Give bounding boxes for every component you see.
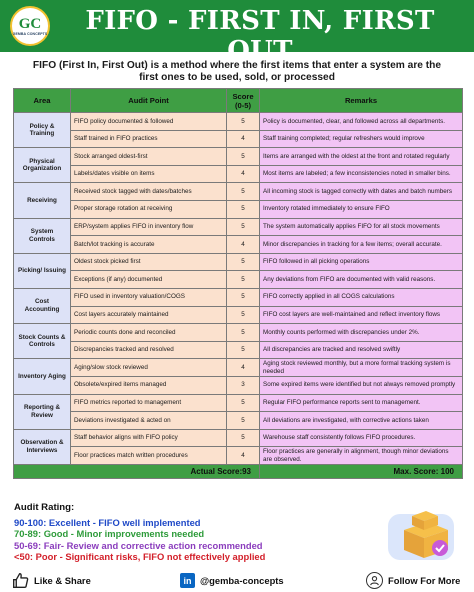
score-cell: 3 xyxy=(227,376,260,394)
audit-point-cell: Staff behavior aligns with FIFO policy xyxy=(71,429,227,447)
remark-cell: All deviations are investigated, with corrective actions taken xyxy=(260,412,463,430)
col-header-score: Score (0-5) xyxy=(227,89,260,113)
area-cell: Cost Accounting xyxy=(14,288,71,323)
table-row xyxy=(14,324,463,342)
area-cell: Physical Organization xyxy=(14,148,71,183)
audit-point-cell: Labels/dates visible on items xyxy=(71,165,227,183)
audit-point-cell: Periodic counts done and reconciled xyxy=(71,324,227,342)
audit-point-cell: Oldest stock picked first xyxy=(71,253,227,271)
audit-point-cell: FIFO used in inventory valuation/COGS xyxy=(71,288,227,306)
audit-point-cell: Discrepancies tracked and resolved xyxy=(71,341,227,359)
audit-point-cell: Deviations investigated & acted on xyxy=(71,412,227,430)
audit-point-cell: Exceptions (if any) documented xyxy=(71,271,227,289)
score-cell: 5 xyxy=(227,412,260,430)
score-cell: 4 xyxy=(227,165,260,183)
score-cell: 5 xyxy=(227,218,260,236)
table-row xyxy=(14,253,463,271)
table-row xyxy=(14,376,463,394)
area-cell: Picking/ Issuing xyxy=(14,253,71,288)
audit-point-cell: Staff trained in FIFO practices xyxy=(71,130,227,148)
rating-line: <50: Poor - Significant risks, FIFO not effectively applied xyxy=(14,551,266,563)
score-cell: 5 xyxy=(227,183,260,201)
remark-cell: Items are arranged with the oldest at the front and rotated regularly xyxy=(260,148,463,166)
footer-bar xyxy=(0,569,474,592)
score-cell: 5 xyxy=(227,271,260,289)
inventory-boxes-illustration xyxy=(382,500,462,564)
area-cell: Inventory Aging xyxy=(14,359,71,394)
score-cell: 5 xyxy=(227,324,260,342)
table-row xyxy=(14,429,463,447)
area-cell: Receiving xyxy=(14,183,71,218)
score-cell: 5 xyxy=(227,288,260,306)
score-cell: 5 xyxy=(227,429,260,447)
audit-point-cell: ERP/system applies FIFO in inventory flow xyxy=(71,218,227,236)
table-row xyxy=(14,271,463,289)
thumbs-up-icon xyxy=(12,572,29,589)
score-cell: 5 xyxy=(227,394,260,412)
intro-text: FIFO (First In, First Out) is a method where the first items that enter a system are the first ones to be used, sold, or processed xyxy=(32,60,442,83)
audit-point-cell: Cost layers accurately maintained xyxy=(71,306,227,324)
remark-cell: All incoming stock is tagged correctly with dates and batch numbers xyxy=(260,183,463,201)
table-row xyxy=(14,306,463,324)
table-row xyxy=(14,341,463,359)
like-share-label: Like & Share xyxy=(34,575,91,586)
linkedin-icon: in xyxy=(180,573,195,588)
actual-score: Actual Score:93 xyxy=(14,464,260,478)
linkedin-handle: @gemba-concepts xyxy=(200,575,284,586)
table-row xyxy=(14,288,463,306)
area-cell: Policy & Training xyxy=(14,113,71,148)
rating-legend xyxy=(14,517,274,563)
table-row xyxy=(14,200,463,218)
follow-label: Follow For More xyxy=(388,575,461,586)
col-header-audit-point: Audit Point xyxy=(71,89,227,113)
audit-point-cell: Received stock tagged with dates/batches xyxy=(71,183,227,201)
logo-subtitle: GEMBA CONCEPTS xyxy=(12,31,48,36)
score-cell: 5 xyxy=(227,200,260,218)
page-title: FIFO - FIRST IN, FIRST OUT xyxy=(85,6,435,66)
table-row xyxy=(14,165,463,183)
table-row xyxy=(14,113,463,131)
remark-cell: Warehouse staff consistently follows FIFO procedures. xyxy=(260,429,463,447)
remark-cell: Policy is documented, clear, and followed across all departments. xyxy=(260,113,463,131)
audit-point-cell: Proper storage rotation at receiving xyxy=(71,200,227,218)
max-score: Max. Score: 100 xyxy=(260,464,463,478)
like-share-link[interactable] xyxy=(12,569,91,592)
area-cell: System Controls xyxy=(14,218,71,253)
remark-cell: Any deviations from FIFO are documented with valid reasons. xyxy=(260,271,463,289)
col-header-area: Area xyxy=(14,89,71,113)
remark-cell: Regular FIFO performance reports sent to management. xyxy=(260,394,463,412)
header-banner xyxy=(0,0,474,66)
rating-line: 90-100: Excellent - FIFO well implemented xyxy=(14,517,201,528)
table-row xyxy=(14,130,463,148)
remark-cell: Floor practices are generally in alignment, though minor deviations are observed. xyxy=(260,447,463,465)
score-cell: 4 xyxy=(227,359,260,377)
audit-point-cell: Batch/lot tracking is accurate xyxy=(71,236,227,254)
table-header-row xyxy=(14,89,463,113)
area-cell: Observation & Interviews xyxy=(14,429,71,464)
table-row xyxy=(14,236,463,254)
score-cell: 4 xyxy=(227,130,260,148)
col-header-remarks: Remarks xyxy=(260,89,463,113)
remark-cell: FIFO correctly applied in all COGS calculations xyxy=(260,288,463,306)
audit-point-cell: Floor practices match written procedures xyxy=(71,447,227,465)
remark-cell: Some expired items were identified but not always removed promptly xyxy=(260,376,463,394)
table-row xyxy=(14,412,463,430)
audit-table xyxy=(13,88,463,479)
remark-cell: The system automatically applies FIFO for all stock movements xyxy=(260,218,463,236)
table-row xyxy=(14,183,463,201)
audit-point-cell: FIFO metrics reported to management xyxy=(71,394,227,412)
person-icon xyxy=(366,572,383,589)
score-cell: 5 xyxy=(227,148,260,166)
remark-cell: Aging stock reviewed monthly, but a more formal tracking system is needed xyxy=(260,359,463,377)
remark-cell: Inventory rotated immediately to ensure FIFO xyxy=(260,200,463,218)
rating-line: 70-89: Good - Minor improvements needed xyxy=(14,528,205,540)
table-row xyxy=(14,359,463,377)
audit-point-cell: FIFO policy documented & followed xyxy=(71,113,227,131)
score-cell: 5 xyxy=(227,341,260,359)
audit-point-cell: Stock arranged oldest-first xyxy=(71,148,227,166)
audit-rating xyxy=(14,502,274,563)
remark-cell: FIFO cost layers are well-maintained and reflect inventory flows xyxy=(260,306,463,324)
rating-title: Audit Rating: xyxy=(14,502,75,513)
logo-mark: GC xyxy=(18,15,42,32)
table-row xyxy=(14,148,463,166)
score-cell: 5 xyxy=(227,306,260,324)
table-body xyxy=(14,113,463,465)
area-cell: Reporting & Review xyxy=(14,394,71,429)
remark-cell: Staff training completed; regular refreshers would improve xyxy=(260,130,463,148)
area-cell: Stock Counts & Controls xyxy=(14,324,71,359)
remark-cell: FIFO followed in all picking operations xyxy=(260,253,463,271)
score-cell: 5 xyxy=(227,113,260,131)
follow-link[interactable] xyxy=(366,569,460,592)
score-cell: 4 xyxy=(227,236,260,254)
table-row xyxy=(14,447,463,465)
score-cell: 4 xyxy=(227,447,260,465)
table-row xyxy=(14,394,463,412)
remark-cell: Most items are labeled; a few inconsistencies noted in smaller bins. xyxy=(260,165,463,183)
rating-line: 50-69: Fair- Review and corrective action recommended xyxy=(14,539,263,551)
linkedin-handle-link[interactable] xyxy=(180,569,284,592)
audit-point-cell: Obsolete/expired items managed xyxy=(71,376,227,394)
remark-cell: Minor discrepancies in tracking for a few items; overall accurate. xyxy=(260,236,463,254)
remark-cell: All discrepancies are tracked and resolved swiftly xyxy=(260,341,463,359)
gemba-logo xyxy=(10,6,50,46)
score-summary-row xyxy=(14,464,463,478)
audit-point-cell: Aging/slow stock reviewed xyxy=(71,359,227,377)
table-row xyxy=(14,218,463,236)
remark-cell: Monthly counts performed with discrepancies under 2%. xyxy=(260,324,463,342)
audit-table-container xyxy=(13,88,462,479)
score-cell: 5 xyxy=(227,253,260,271)
